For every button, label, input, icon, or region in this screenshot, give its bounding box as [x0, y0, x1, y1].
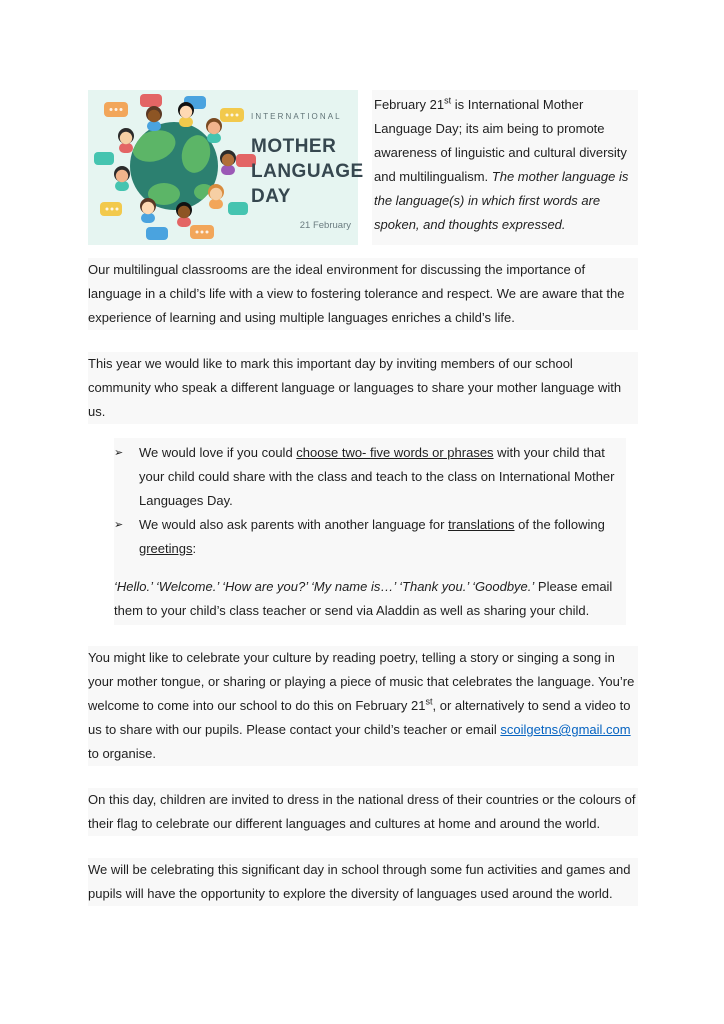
- bullet1-text-end: with your child that your child could share with the class and teach to the class on International Mother Languages Day.: [139, 445, 615, 508]
- bullet2-underlined-greetings: greetings: [139, 541, 193, 556]
- bullet2-text-start: We would also ask parents with another language for: [139, 517, 449, 532]
- intro-paragraph: [372, 90, 638, 245]
- celebrate-text-end: to organise.: [88, 746, 156, 761]
- arrow-bullet-icon: ➢: [114, 519, 124, 531]
- school-email-link[interactable]: scoilgetns@gmail.com: [500, 722, 631, 737]
- ordinal-suffix: st: [425, 696, 433, 707]
- hero-international-label: INTERNATIONAL: [251, 112, 342, 121]
- greetings-examples-italic: ‘Hello.’ ‘Welcome.’ ‘How are you?’ ‘My name is…’ ‘Thank you.’ ‘Goodbye.’: [114, 579, 535, 594]
- bullet-block: [114, 438, 626, 625]
- arrow-bullet-icon: ➢: [114, 447, 124, 459]
- intro-text-italic: The mother language is the language(s) in which first words are spoken, and thoughts expressed.: [374, 169, 629, 232]
- celebrate-text-middle: , or alternatively to send a video to us to share with our pupils. Please contact your child’s teacher or email: [88, 698, 631, 737]
- bullet-item-translations: [114, 513, 624, 561]
- hero-date-label: 21 February: [299, 220, 351, 231]
- bullet-item-words: [114, 441, 624, 513]
- celebrate-text-start: You might like to celebrate your culture by reading poetry, telling a story or singing a song in your mother tongue, or sharing or playing a piece of music that celebrates the language. You’re welcome to come into our school to do this on February 21: [88, 650, 635, 713]
- hero-title: [251, 134, 364, 209]
- intro-text-start: February 21: [374, 97, 445, 112]
- bullet2-text-end: :: [192, 541, 197, 556]
- ordinal-suffix: st: [444, 95, 452, 106]
- mother-language-day-illustration: [88, 90, 364, 245]
- hero-title-line-3: DAY: [251, 186, 291, 207]
- bullet-item-words-text: [139, 441, 624, 513]
- bullet1-text-start: We would love if you could: [139, 445, 297, 460]
- bullet1-underlined-phrase: choose two- five words or phrases: [296, 445, 494, 460]
- paragraph-celebrate: [88, 646, 638, 766]
- hero-text-block: [251, 112, 364, 231]
- paragraph-closing: We will be celebrating this significant day in school through some fun activities and games and pupils will have the opportunity to explore the diversity of languages used around the world.: [88, 858, 638, 906]
- greetings-instruction: Please email them to your child’s class teacher or send via Aladdin as well as sharing your child.: [114, 579, 613, 618]
- paragraph-classrooms: Our multilingual classrooms are the ideal environment for discussing the importance of language in a child’s life with a view to fostering tolerance and respect. We are aware that the experience of learning and using multiple languages enriches a child’s life.: [88, 258, 638, 330]
- bullet2-text-middle: of the following: [514, 517, 605, 532]
- greetings-paragraph: [114, 575, 624, 623]
- paragraph-invite: This year we would like to mark this important day by inviting members of our school community who speak a different language or languages to share your mother language with us.: [88, 352, 638, 424]
- bullet-item-translations-text: [139, 513, 624, 561]
- hero-row: [88, 90, 638, 245]
- hero-title-line-2: LANGUAGE: [251, 161, 364, 182]
- intro-text-middle: is International Mother Language Day; its aim being to promote awareness of linguistic and cultural diversity and multilingualism.: [374, 97, 627, 184]
- bullet2-underlined-translations: translations: [448, 517, 515, 532]
- paragraph-dress: On this day, children are invited to dress in the national dress of their countries or the colours of their flag to celebrate our different languages and cultures at home and around the world.: [88, 788, 638, 836]
- hero-title-line-1: MOTHER: [251, 136, 337, 157]
